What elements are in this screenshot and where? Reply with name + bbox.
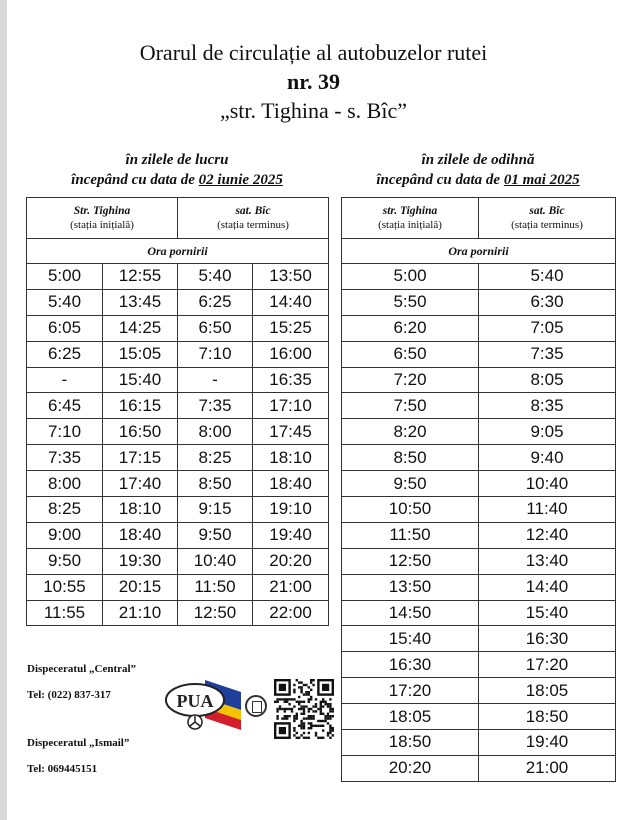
workdays-departure-time: 18:40	[253, 471, 329, 497]
workdays-departure-time: 12:55	[103, 264, 178, 290]
weekends-time-row	[342, 497, 616, 523]
workdays-departure-time: 13:45	[103, 289, 178, 315]
weekends-departure-time: 7:50	[342, 393, 479, 419]
workdays-departure-time: 8:50	[178, 471, 253, 497]
workdays-time-row	[27, 289, 329, 315]
workdays-departure-time: 6:25	[178, 289, 253, 315]
workdays-station-end-sub: (stația terminus)	[217, 219, 289, 231]
seal-icon	[245, 695, 267, 717]
workdays-time-row	[27, 315, 329, 341]
weekends-departures-label: Ora pornirii	[342, 239, 616, 264]
weekends-time-row	[342, 445, 616, 471]
workdays-departure-time: 17:15	[103, 445, 178, 471]
weekends-departure-time: 8:20	[342, 419, 479, 445]
weekends-station-end-sub: (stația terminus)	[511, 219, 583, 231]
weekends-departure-time: 5:40	[479, 264, 616, 290]
workdays-departure-time: 20:20	[253, 548, 329, 574]
workdays-departure-time: 6:05	[27, 315, 103, 341]
weekends-departure-time: 7:05	[479, 315, 616, 341]
weekends-departure-time: 17:20	[342, 678, 479, 704]
workdays-departure-time: 21:10	[103, 600, 178, 626]
workdays-departure-time: 19:40	[253, 522, 329, 548]
workdays-time-row	[27, 419, 329, 445]
workdays-departure-time: 16:00	[253, 341, 329, 367]
dispatch-ismail-label: Dispeceratul „Ismail”	[27, 737, 130, 749]
weekends-departure-time: 7:35	[479, 341, 616, 367]
weekends-departure-time: 13:40	[479, 548, 616, 574]
workdays-departure-time: 8:25	[178, 445, 253, 471]
weekends-departure-time: 11:50	[342, 522, 479, 548]
workdays-departure-time: 18:10	[103, 497, 178, 523]
weekends-departure-time: 8:50	[342, 445, 479, 471]
workdays-departure-time: 19:10	[253, 497, 329, 523]
workdays-station-end-name: sat. Bîc	[235, 205, 271, 217]
weekends-since	[341, 170, 615, 190]
workdays-departure-time: 18:10	[253, 445, 329, 471]
weekends-departure-time: 15:40	[342, 626, 479, 652]
workdays-departure-time: 19:30	[103, 548, 178, 574]
weekends-station-start-name: str. Tighina	[382, 205, 438, 217]
qr-code-icon	[274, 679, 334, 739]
workdays-departure-time: 9:00	[27, 522, 103, 548]
weekends-departure-time: 8:35	[479, 393, 616, 419]
weekends-departure-time: 20:20	[342, 755, 479, 781]
weekends-time-row	[342, 367, 616, 393]
pua-logo-text: PUA	[176, 691, 214, 711]
workdays-since-prefix: începând cu data de	[71, 172, 195, 188]
workdays-time-row	[27, 393, 329, 419]
workdays-since-date: 02 iunie 2025	[198, 172, 283, 188]
weekends-heading	[341, 150, 615, 190]
weekends-departure-time: 14:40	[479, 574, 616, 600]
workdays-departure-time: 5:40	[178, 264, 253, 290]
workdays-departure-time: 20:15	[103, 574, 178, 600]
weekends-station-start-sub: (stația inițială)	[378, 219, 442, 231]
weekends-time-row	[342, 341, 616, 367]
workdays-departure-time: 7:35	[27, 445, 103, 471]
workdays-departure-time: 17:45	[253, 419, 329, 445]
weekends-departure-time: 11:40	[479, 497, 616, 523]
weekends-time-row	[342, 600, 616, 626]
title-line-1: Orarul de circulație al autobuzelor rutei	[139, 40, 488, 65]
workdays-departure-time: 11:50	[178, 574, 253, 600]
workdays-time-row	[27, 471, 329, 497]
weekends-departure-time: 21:00	[479, 755, 616, 781]
weekends-time-row	[342, 419, 616, 445]
workdays-departures-label: Ora pornirii	[27, 239, 329, 264]
weekends-station-end	[479, 198, 616, 239]
weekends-time-row	[342, 626, 616, 652]
workdays-departure-time: 15:25	[253, 315, 329, 341]
weekends-station-start	[342, 198, 479, 239]
weekends-departure-time: 6:50	[342, 341, 479, 367]
workdays-time-row	[27, 574, 329, 600]
workdays-departure-time: 5:40	[27, 289, 103, 315]
weekends-time-row	[342, 522, 616, 548]
workdays-departure-time: 14:25	[103, 315, 178, 341]
workdays-time-row	[27, 548, 329, 574]
workdays-time-row	[27, 264, 329, 290]
weekends-time-row	[342, 652, 616, 678]
workdays-departure-time: 10:40	[178, 548, 253, 574]
weekends-time-row	[342, 289, 616, 315]
weekends-departure-time: 7:20	[342, 367, 479, 393]
weekends-departure-time: 6:30	[479, 289, 616, 315]
weekends-departure-time: 12:40	[479, 522, 616, 548]
title-route-name: „str. Tighina - s. Bîc”	[219, 98, 407, 123]
weekends-station-end-name: sat. Bîc	[529, 205, 565, 217]
weekends-departure-time: 16:30	[342, 652, 479, 678]
workdays-departure-time: 12:50	[178, 600, 253, 626]
weekends-time-row	[342, 704, 616, 730]
workdays-departure-time: 15:40	[103, 367, 178, 393]
workdays-station-start	[27, 198, 178, 239]
workdays-since	[26, 170, 328, 190]
workdays-departure-time: 16:50	[103, 419, 178, 445]
workdays-departure-time: -	[178, 367, 253, 393]
workdays-departure-time: 5:00	[27, 264, 103, 290]
weekends-departure-time: 14:50	[342, 600, 479, 626]
workdays-departure-time: 21:00	[253, 574, 329, 600]
weekends-departure-time: 10:50	[342, 497, 479, 523]
weekends-departure-time: 12:50	[342, 548, 479, 574]
workdays-station-end	[178, 198, 329, 239]
weekends-timetable	[341, 197, 616, 782]
workdays-departure-time: 16:15	[103, 393, 178, 419]
workdays-departure-time: 22:00	[253, 600, 329, 626]
workdays-time-row	[27, 600, 329, 626]
workdays-departure-time: 8:00	[178, 419, 253, 445]
weekends-since-date: 01 mai 2025	[503, 172, 580, 188]
workdays-departure-time: 9:50	[178, 522, 253, 548]
dispatch-central-phone: Tel: (022) 837-317	[27, 689, 111, 701]
dispatch-central-label: Dispeceratul „Central”	[27, 663, 137, 675]
weekends-time-row	[342, 393, 616, 419]
workdays-heading-text: în zilele de lucru	[125, 152, 229, 168]
workdays-time-row	[27, 445, 329, 471]
weekends-departure-time: 13:50	[342, 574, 479, 600]
weekends-departure-time: 5:50	[342, 289, 479, 315]
weekends-heading-text: în zilele de odihnă	[421, 152, 535, 168]
workdays-departure-time: 9:15	[178, 497, 253, 523]
weekends-departure-time: 9:50	[342, 471, 479, 497]
weekends-time-row	[342, 574, 616, 600]
workdays-departure-time: 10:55	[27, 574, 103, 600]
weekends-departure-time: 19:40	[479, 730, 616, 756]
weekends-departure-time: 5:00	[342, 264, 479, 290]
title-route-number: nr. 39	[287, 69, 340, 94]
workdays-departure-time: 17:40	[103, 471, 178, 497]
workdays-departure-time: 17:10	[253, 393, 329, 419]
workdays-departure-time: 6:45	[27, 393, 103, 419]
workdays-departure-time: 11:55	[27, 600, 103, 626]
weekends-departure-time: 15:40	[479, 600, 616, 626]
workdays-heading	[26, 150, 328, 190]
workdays-departure-time: 6:25	[27, 341, 103, 367]
weekends-departure-time: 18:05	[479, 678, 616, 704]
workdays-departure-time: 14:40	[253, 289, 329, 315]
workdays-station-start-name: Str. Tighina	[73, 205, 131, 217]
workdays-timetable	[26, 197, 329, 626]
weekends-since-prefix: începând cu data de	[376, 172, 501, 188]
workdays-time-row	[27, 341, 329, 367]
workdays-departure-time: 18:40	[103, 522, 178, 548]
weekends-departure-time: 17:20	[479, 652, 616, 678]
weekends-departure-time: 18:50	[479, 704, 616, 730]
weekends-departure-time: 10:40	[479, 471, 616, 497]
workdays-departure-time: 8:25	[27, 497, 103, 523]
workdays-departure-time: 16:35	[253, 367, 329, 393]
workdays-departure-time: 8:00	[27, 471, 103, 497]
weekends-time-row	[342, 755, 616, 781]
workdays-departure-time: -	[27, 367, 103, 393]
workdays-departure-time: 7:10	[178, 341, 253, 367]
workdays-station-start-sub: (stația inițială)	[70, 219, 134, 231]
workdays-time-row	[27, 367, 329, 393]
dispatch-ismail-phone: Tel: 069445151	[27, 763, 98, 775]
workdays-departure-time: 15:05	[103, 341, 178, 367]
workdays-time-row	[27, 497, 329, 523]
weekends-departure-time: 9:40	[479, 445, 616, 471]
weekends-departure-time: 6:20	[342, 315, 479, 341]
weekends-departure-time: 9:05	[479, 419, 616, 445]
weekends-time-row	[342, 315, 616, 341]
workdays-departure-time: 9:50	[27, 548, 103, 574]
pua-logo-icon	[165, 676, 241, 730]
weekends-departure-time: 18:50	[342, 730, 479, 756]
weekends-time-row	[342, 548, 616, 574]
workdays-departure-time: 7:35	[178, 393, 253, 419]
workdays-departure-time: 13:50	[253, 264, 329, 290]
weekends-time-row	[342, 730, 616, 756]
workdays-departure-time: 6:50	[178, 315, 253, 341]
workdays-time-row	[27, 522, 329, 548]
weekends-time-row	[342, 264, 616, 290]
weekends-time-row	[342, 471, 616, 497]
weekends-time-row	[342, 678, 616, 704]
weekends-departure-time: 16:30	[479, 626, 616, 652]
weekends-departure-time: 18:05	[342, 704, 479, 730]
weekends-departure-time: 8:05	[479, 367, 616, 393]
workdays-departure-time: 7:10	[27, 419, 103, 445]
